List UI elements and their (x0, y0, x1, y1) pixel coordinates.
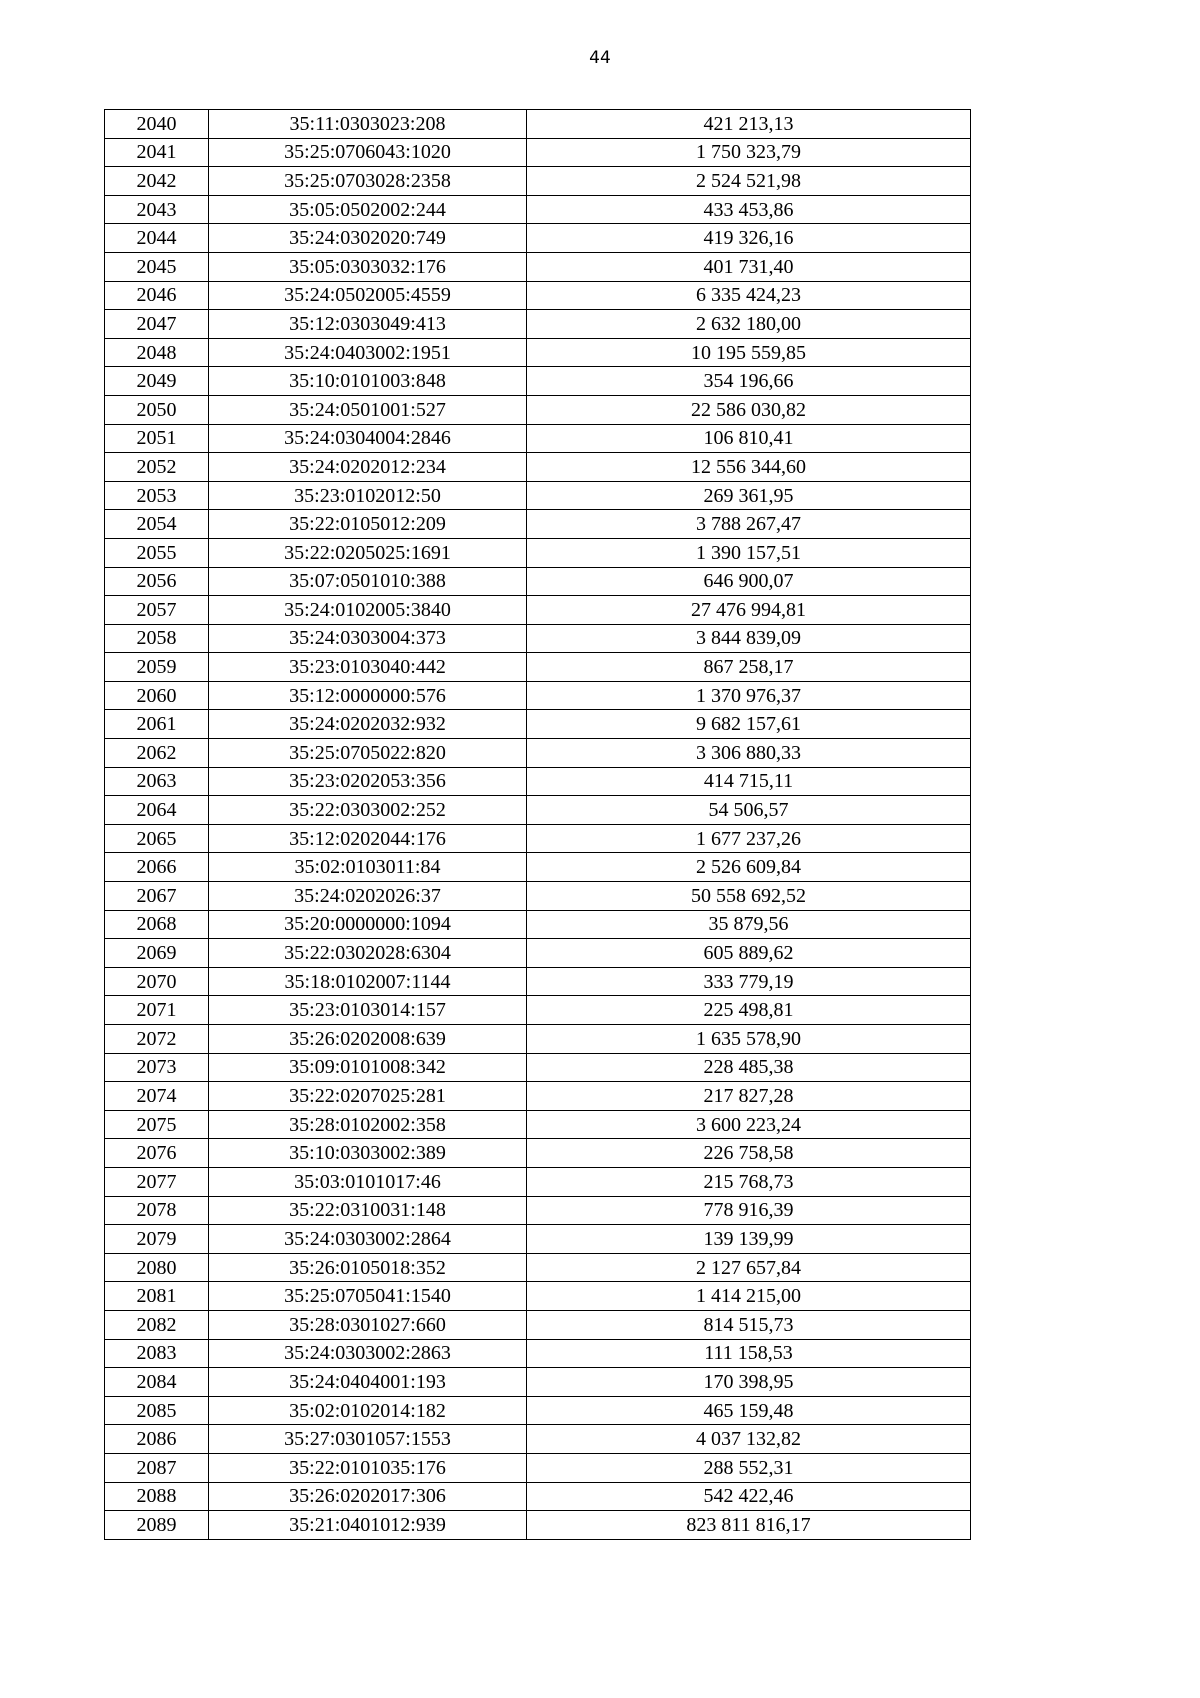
table-row (105, 653, 971, 682)
table-row (105, 167, 971, 196)
table-row (105, 853, 971, 882)
cadastral-number-cell: 35:18:0102007:1144 (209, 967, 527, 996)
value-cell: 3 844 839,09 (527, 624, 971, 653)
row-number-cell: 2051 (105, 424, 209, 453)
table-row (105, 996, 971, 1025)
cadastral-number-cell: 35:24:0403002:1951 (209, 338, 527, 367)
value-cell: 217 827,28 (527, 1082, 971, 1111)
row-number-cell: 2076 (105, 1139, 209, 1168)
value-cell: 3 788 267,47 (527, 510, 971, 539)
cadastral-number-cell: 35:25:0706043:1020 (209, 138, 527, 167)
value-cell: 1 677 237,26 (527, 824, 971, 853)
row-number-cell: 2070 (105, 967, 209, 996)
cadastral-number-cell: 35:22:0207025:281 (209, 1082, 527, 1111)
cadastral-number-cell: 35:24:0502005:4559 (209, 281, 527, 310)
row-number-cell: 2045 (105, 252, 209, 281)
row-number-cell: 2073 (105, 1053, 209, 1082)
cadastral-number-cell: 35:10:0303002:389 (209, 1139, 527, 1168)
row-number-cell: 2071 (105, 996, 209, 1025)
cadastral-number-cell: 35:24:0501001:527 (209, 395, 527, 424)
cadastral-number-cell: 35:23:0103040:442 (209, 653, 527, 682)
row-number-cell: 2055 (105, 538, 209, 567)
value-cell: 50 558 692,52 (527, 882, 971, 911)
row-number-cell: 2056 (105, 567, 209, 596)
row-number-cell: 2089 (105, 1511, 209, 1540)
cadastral-number-cell: 35:25:0705022:820 (209, 739, 527, 768)
cadastral-number-cell: 35:26:0202008:639 (209, 1025, 527, 1054)
cadastral-number-cell: 35:12:0303049:413 (209, 310, 527, 339)
value-cell: 1 635 578,90 (527, 1025, 971, 1054)
table-row (105, 796, 971, 825)
value-cell: 867 258,17 (527, 653, 971, 682)
row-number-cell: 2063 (105, 767, 209, 796)
row-number-cell: 2087 (105, 1453, 209, 1482)
row-number-cell: 2057 (105, 596, 209, 625)
records-table-body (105, 110, 971, 1540)
value-cell: 2 526 609,84 (527, 853, 971, 882)
cadastral-number-cell: 35:26:0105018:352 (209, 1253, 527, 1282)
value-cell: 3 306 880,33 (527, 739, 971, 768)
cadastral-number-cell: 35:10:0101003:848 (209, 367, 527, 396)
row-number-cell: 2043 (105, 195, 209, 224)
cadastral-number-cell: 35:07:0501010:388 (209, 567, 527, 596)
value-cell: 225 498,81 (527, 996, 971, 1025)
table-row (105, 1368, 971, 1397)
table-row (105, 1139, 971, 1168)
cadastral-number-cell: 35:02:0102014:182 (209, 1396, 527, 1425)
row-number-cell: 2050 (105, 395, 209, 424)
cadastral-number-cell: 35:02:0103011:84 (209, 853, 527, 882)
value-cell: 3 600 223,24 (527, 1110, 971, 1139)
cadastral-number-cell: 35:24:0202032:932 (209, 710, 527, 739)
row-number-cell: 2078 (105, 1196, 209, 1225)
cadastral-number-cell: 35:24:0302020:749 (209, 224, 527, 253)
cadastral-number-cell: 35:11:0303023:208 (209, 110, 527, 139)
cadastral-number-cell: 35:21:0401012:939 (209, 1511, 527, 1540)
table-row (105, 424, 971, 453)
table-row (105, 138, 971, 167)
table-row (105, 510, 971, 539)
row-number-cell: 2049 (105, 367, 209, 396)
cadastral-number-cell: 35:03:0101017:46 (209, 1167, 527, 1196)
value-cell: 288 552,31 (527, 1453, 971, 1482)
table-row (105, 338, 971, 367)
cadastral-number-cell: 35:12:0000000:576 (209, 681, 527, 710)
value-cell: 465 159,48 (527, 1396, 971, 1425)
row-number-cell: 2058 (105, 624, 209, 653)
table-row (105, 252, 971, 281)
table-row (105, 1053, 971, 1082)
row-number-cell: 2066 (105, 853, 209, 882)
row-number-cell: 2059 (105, 653, 209, 682)
value-cell: 1 414 215,00 (527, 1282, 971, 1311)
value-cell: 401 731,40 (527, 252, 971, 281)
value-cell: 433 453,86 (527, 195, 971, 224)
table-row (105, 596, 971, 625)
row-number-cell: 2081 (105, 1282, 209, 1311)
row-number-cell: 2064 (105, 796, 209, 825)
cadastral-number-cell: 35:26:0202017:306 (209, 1482, 527, 1511)
cadastral-number-cell: 35:28:0301027:660 (209, 1310, 527, 1339)
cadastral-number-cell: 35:20:0000000:1094 (209, 910, 527, 939)
row-number-cell: 2061 (105, 710, 209, 739)
value-cell: 542 422,46 (527, 1482, 971, 1511)
page-number: 44 (589, 48, 611, 68)
table-row (105, 967, 971, 996)
row-number-cell: 2075 (105, 1110, 209, 1139)
row-number-cell: 2088 (105, 1482, 209, 1511)
row-number-cell: 2047 (105, 310, 209, 339)
table-row (105, 1110, 971, 1139)
cadastral-number-cell: 35:24:0303004:373 (209, 624, 527, 653)
table-row (105, 1225, 971, 1254)
row-number-cell: 2048 (105, 338, 209, 367)
table-row (105, 882, 971, 911)
value-cell: 354 196,66 (527, 367, 971, 396)
row-number-cell: 2068 (105, 910, 209, 939)
cadastral-number-cell: 35:09:0101008:342 (209, 1053, 527, 1082)
records-table (104, 109, 971, 1540)
table-row (105, 1511, 971, 1540)
table-row (105, 767, 971, 796)
cadastral-number-cell: 35:05:0502002:244 (209, 195, 527, 224)
cadastral-number-cell: 35:25:0703028:2358 (209, 167, 527, 196)
value-cell: 228 485,38 (527, 1053, 971, 1082)
row-number-cell: 2041 (105, 138, 209, 167)
table-row (105, 367, 971, 396)
row-number-cell: 2074 (105, 1082, 209, 1111)
value-cell: 269 361,95 (527, 481, 971, 510)
row-number-cell: 2046 (105, 281, 209, 310)
cadastral-number-cell: 35:12:0202044:176 (209, 824, 527, 853)
table-row (105, 739, 971, 768)
row-number-cell: 2052 (105, 453, 209, 482)
value-cell: 139 139,99 (527, 1225, 971, 1254)
table-row (105, 1310, 971, 1339)
row-number-cell: 2086 (105, 1425, 209, 1454)
value-cell: 22 586 030,82 (527, 395, 971, 424)
cadastral-number-cell: 35:22:0105012:209 (209, 510, 527, 539)
table-row (105, 1282, 971, 1311)
table-row (105, 1453, 971, 1482)
cadastral-number-cell: 35:23:0103014:157 (209, 996, 527, 1025)
table-row (105, 1339, 971, 1368)
table-row (105, 1425, 971, 1454)
value-cell: 333 779,19 (527, 967, 971, 996)
row-number-cell: 2053 (105, 481, 209, 510)
table-row (105, 224, 971, 253)
cadastral-number-cell: 35:22:0310031:148 (209, 1196, 527, 1225)
value-cell: 27 476 994,81 (527, 596, 971, 625)
value-cell: 778 916,39 (527, 1196, 971, 1225)
cadastral-number-cell: 35:22:0101035:176 (209, 1453, 527, 1482)
value-cell: 2 127 657,84 (527, 1253, 971, 1282)
table-row (105, 453, 971, 482)
row-number-cell: 2060 (105, 681, 209, 710)
row-number-cell: 2080 (105, 1253, 209, 1282)
cadastral-number-cell: 35:24:0202012:234 (209, 453, 527, 482)
cadastral-number-cell: 35:22:0303002:252 (209, 796, 527, 825)
cadastral-number-cell: 35:23:0202053:356 (209, 767, 527, 796)
value-cell: 226 758,58 (527, 1139, 971, 1168)
value-cell: 1 370 976,37 (527, 681, 971, 710)
row-number-cell: 2040 (105, 110, 209, 139)
value-cell: 814 515,73 (527, 1310, 971, 1339)
row-number-cell: 2044 (105, 224, 209, 253)
table-row (105, 281, 971, 310)
table-row (105, 681, 971, 710)
value-cell: 215 768,73 (527, 1167, 971, 1196)
cadastral-number-cell: 35:28:0102002:358 (209, 1110, 527, 1139)
row-number-cell: 2065 (105, 824, 209, 853)
table-row (105, 939, 971, 968)
value-cell: 419 326,16 (527, 224, 971, 253)
table-row (105, 110, 971, 139)
row-number-cell: 2042 (105, 167, 209, 196)
row-number-cell: 2067 (105, 882, 209, 911)
value-cell: 6 335 424,23 (527, 281, 971, 310)
cadastral-number-cell: 35:27:0301057:1553 (209, 1425, 527, 1454)
row-number-cell: 2079 (105, 1225, 209, 1254)
table-row (105, 1167, 971, 1196)
value-cell: 414 715,11 (527, 767, 971, 796)
row-number-cell: 2069 (105, 939, 209, 968)
table-row (105, 567, 971, 596)
row-number-cell: 2084 (105, 1368, 209, 1397)
cadastral-number-cell: 35:24:0102005:3840 (209, 596, 527, 625)
value-cell: 54 506,57 (527, 796, 971, 825)
table-row (105, 310, 971, 339)
value-cell: 2 632 180,00 (527, 310, 971, 339)
cadastral-number-cell: 35:24:0304004:2846 (209, 424, 527, 453)
row-number-cell: 2077 (105, 1167, 209, 1196)
table-row (105, 395, 971, 424)
value-cell: 1 750 323,79 (527, 138, 971, 167)
table-row (105, 1396, 971, 1425)
value-cell: 646 900,07 (527, 567, 971, 596)
value-cell: 823 811 816,17 (527, 1511, 971, 1540)
row-number-cell: 2085 (105, 1396, 209, 1425)
value-cell: 12 556 344,60 (527, 453, 971, 482)
table-row (105, 481, 971, 510)
value-cell: 35 879,56 (527, 910, 971, 939)
table-row (105, 624, 971, 653)
row-number-cell: 2072 (105, 1025, 209, 1054)
table-row (105, 710, 971, 739)
value-cell: 605 889,62 (527, 939, 971, 968)
value-cell: 9 682 157,61 (527, 710, 971, 739)
row-number-cell: 2082 (105, 1310, 209, 1339)
table-row (105, 1025, 971, 1054)
cadastral-number-cell: 35:24:0303002:2863 (209, 1339, 527, 1368)
table-row (105, 1196, 971, 1225)
value-cell: 1 390 157,51 (527, 538, 971, 567)
table-row (105, 538, 971, 567)
value-cell: 421 213,13 (527, 110, 971, 139)
cadastral-number-cell: 35:23:0102012:50 (209, 481, 527, 510)
row-number-cell: 2083 (105, 1339, 209, 1368)
cadastral-number-cell: 35:25:0705041:1540 (209, 1282, 527, 1311)
value-cell: 4 037 132,82 (527, 1425, 971, 1454)
value-cell: 170 398,95 (527, 1368, 971, 1397)
table-row (105, 910, 971, 939)
value-cell: 111 158,53 (527, 1339, 971, 1368)
cadastral-number-cell: 35:24:0202026:37 (209, 882, 527, 911)
cadastral-number-cell: 35:24:0303002:2864 (209, 1225, 527, 1254)
table-row (105, 1253, 971, 1282)
cadastral-number-cell: 35:05:0303032:176 (209, 252, 527, 281)
value-cell: 10 195 559,85 (527, 338, 971, 367)
table-row (105, 1482, 971, 1511)
value-cell: 106 810,41 (527, 424, 971, 453)
cadastral-number-cell: 35:22:0302028:6304 (209, 939, 527, 968)
cadastral-number-cell: 35:22:0205025:1691 (209, 538, 527, 567)
table-row (105, 195, 971, 224)
value-cell: 2 524 521,98 (527, 167, 971, 196)
table-row (105, 824, 971, 853)
cadastral-number-cell: 35:24:0404001:193 (209, 1368, 527, 1397)
row-number-cell: 2062 (105, 739, 209, 768)
table-row (105, 1082, 971, 1111)
row-number-cell: 2054 (105, 510, 209, 539)
